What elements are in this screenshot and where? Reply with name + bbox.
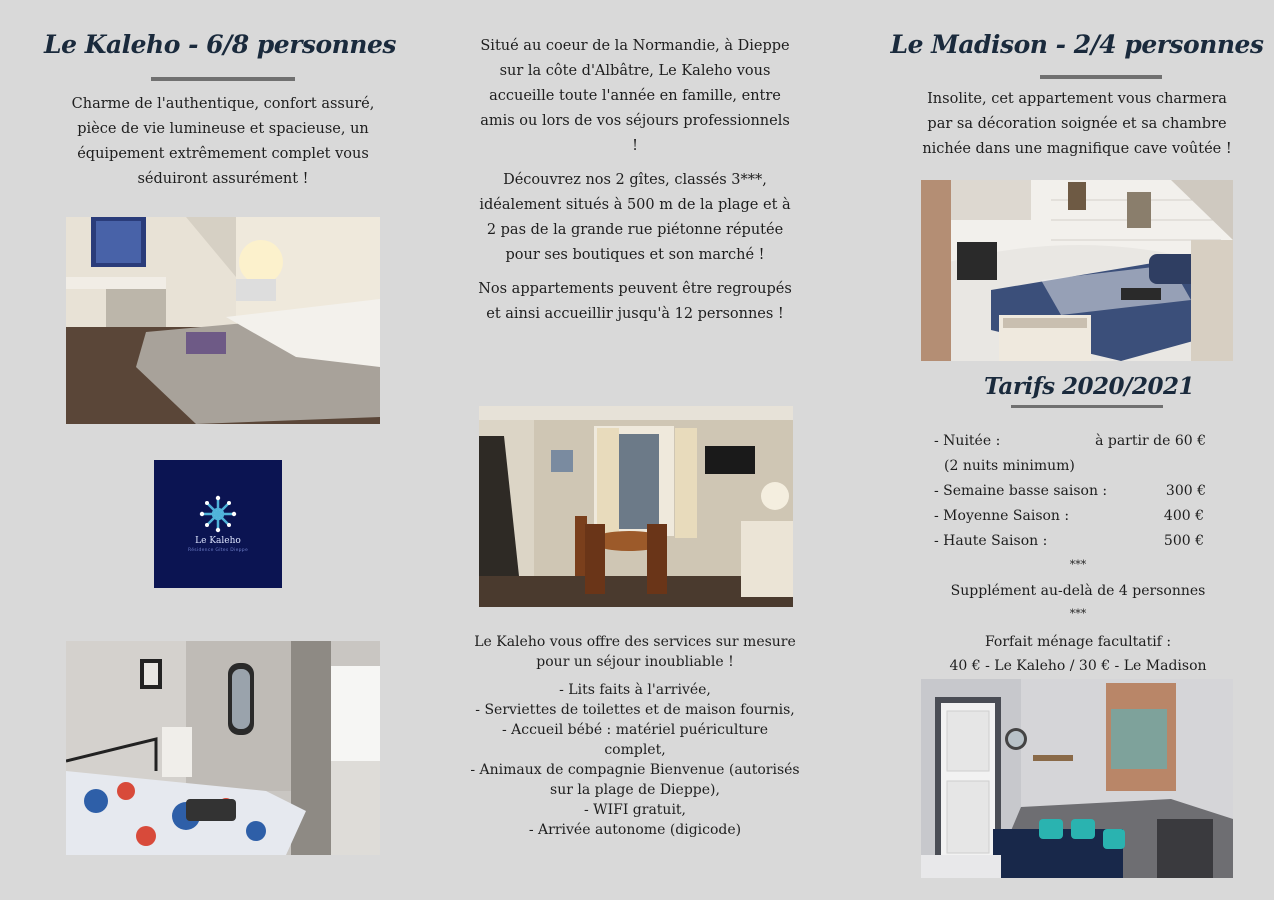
snowflake-mandala-icon	[198, 494, 238, 534]
forfait-label: Forfait ménage facultatif :	[984, 634, 1172, 650]
kaleho-second-bedroom-photo	[66, 641, 380, 855]
intro-paragraph-3: Nos appartements peuvent être regroupés et ainsi accueillir jusqu'à 12 personnes !	[478, 281, 792, 322]
rate-value: 400 €	[1163, 508, 1204, 524]
rate-label: - Semaine basse saison :	[934, 483, 1108, 499]
madison-title: Le Madison - 2/4 personnes	[890, 30, 1264, 59]
tarifs-title-underline	[1011, 405, 1163, 408]
intro-paragraph-2: Découvrez nos 2 gîtes, classés 3***, idéalement situés à 500 m de la plage et à 2 pas de la grande rue piétonne réputée pour ses boutiques et son marché !	[479, 172, 791, 263]
rate-value: 500 €	[1163, 533, 1204, 549]
madison-description: Insolite, cet appartement vous charmera par sa décoration soignée et sa chambre nichée dans une magnifique cave voûtée !	[922, 91, 1232, 157]
kaleho-title-underline	[151, 77, 295, 81]
service-item: - Serviettes de toilettes et de maison fournis,	[475, 702, 795, 718]
service-item: - Arrivée autonome (digicode)	[528, 822, 742, 838]
separator: ***	[1069, 607, 1087, 620]
service-item: - Accueil bébé : matériel puériculture complet,	[501, 722, 769, 758]
kaleho-bedroom-photo	[66, 217, 380, 424]
services-section	[470, 632, 800, 840]
kaleho-title: Le Kaleho - 6/8 personnes	[44, 30, 396, 59]
rate-label: - Nuitée :	[934, 433, 1001, 449]
services-intro: Le Kaleho vous offre des services sur mesure pour un séjour inoubliable !	[474, 634, 796, 670]
rate-value: 300 €	[1165, 483, 1206, 499]
supplement-text: Supplément au-delà de 4 personnes	[950, 583, 1206, 599]
logo-subtitle: Résidence Gîtes Dieppe	[187, 548, 249, 553]
tarifs-title: Tarifs 2020/2021	[984, 373, 1194, 400]
separator: ***	[1069, 558, 1087, 571]
service-item: - WIFI gratuit,	[584, 802, 686, 818]
madison-living-room-photo	[921, 679, 1233, 878]
kaleho-logo	[154, 460, 282, 588]
intro-text	[478, 34, 792, 327]
service-item: - Lits faits à l'arrivée,	[559, 682, 711, 698]
intro-paragraph-1: Situé au coeur de la Normandie, à Dieppe sur la côte d'Albâtre, Le Kaleho vous accueille toute l'année en famille, entre amis ou lors de vos séjours professionnels !	[480, 38, 790, 154]
rate-label: - Moyenne Saison :	[934, 508, 1070, 524]
logo-name: Le Kaleho	[195, 536, 241, 546]
service-item: - Animaux de compagnie Bienvenue (autorisés sur la plage de Dieppe),	[470, 762, 800, 798]
rate-value: à partir de 60 €	[1095, 433, 1206, 449]
madison-vaulted-bedroom-photo	[921, 180, 1233, 361]
kaleho-dining-room-photo	[479, 406, 793, 607]
rate-label: - Haute Saison :	[934, 533, 1048, 549]
kaleho-description: Charme de l'authentique, confort assuré, pièce de vie lumineuse et spacieuse, un équipement extrêmement complet vous séduiront assurément !	[71, 96, 375, 187]
rate-label: (2 nuits minimum)	[944, 458, 1075, 474]
madison-title-underline	[1040, 75, 1162, 79]
forfait-value: 40 € - Le Kaleho / 30 € - Le Madison	[949, 658, 1207, 674]
